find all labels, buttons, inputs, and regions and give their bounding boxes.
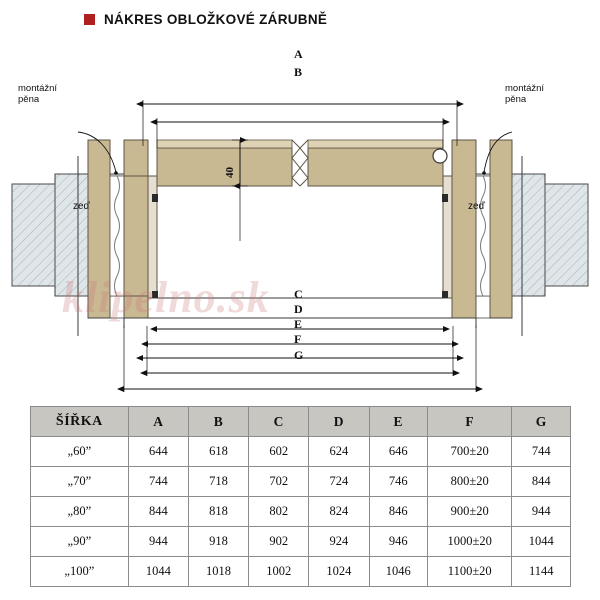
callout-right-foam-line2: pěna [505,93,527,105]
frame-right-assembly [308,140,512,318]
table-row [31,497,571,527]
table-row [31,467,571,497]
cell-F: 1000±20 [428,527,512,557]
cell-D: 624 [309,437,369,467]
callout-left-foam [18,84,57,106]
table-header-F: F [428,407,512,437]
dimension-label-A: A [294,47,303,61]
cell-C: 1002 [249,557,309,587]
bullet-square-icon [84,14,95,25]
dimension-label-D: D [294,302,303,316]
table-header-B: B [188,407,248,437]
dimension-A [143,100,457,146]
table-header-C: C [249,407,309,437]
cell-D: 1024 [309,557,369,587]
cell-C: 802 [249,497,309,527]
dimension-label-G: G [294,348,304,362]
cell-G: 844 [512,467,571,497]
cell-sirka: „60” [31,437,129,467]
dimensions-table-wrapper [30,406,571,587]
dimension-label-C: C [294,287,303,301]
cell-F: 800±20 [428,467,512,497]
cell-B: 618 [188,437,248,467]
table-header-A: A [128,407,188,437]
door-frame-diagram [0,36,600,396]
table-body [31,437,571,587]
cell-F: 700±20 [428,437,512,467]
cell-B: 818 [188,497,248,527]
cell-E: 646 [369,437,427,467]
table-row [31,527,571,557]
table-header-row [31,407,571,437]
page-title-text: NÁKRES OBLOŽKOVÉ ZÁRUBNĚ [104,12,328,27]
cell-F: 1100±20 [428,557,512,587]
cell-A: 1044 [128,557,188,587]
cell-G: 944 [512,497,571,527]
table-row [31,557,571,587]
cell-E: 1046 [369,557,427,587]
dimensions-table [30,406,571,587]
cell-A: 944 [128,527,188,557]
dimension-label-40: 40 [224,167,236,178]
table-header-D: D [309,407,369,437]
cell-B: 718 [188,467,248,497]
cell-D: 824 [309,497,369,527]
cell-A: 744 [128,467,188,497]
break-line [292,140,308,186]
table-header-G: G [512,407,571,437]
frame-left-assembly [88,140,292,318]
dimension-label-B: B [294,65,303,79]
cell-B: 1018 [188,557,248,587]
cell-B: 918 [188,527,248,557]
cell-sirka: „70” [31,467,129,497]
cell-E: 846 [369,497,427,527]
table-head [31,407,571,437]
cell-G: 744 [512,437,571,467]
cell-E: 946 [369,527,427,557]
cell-G: 1144 [512,557,571,587]
dimension-label-E: E [294,317,303,331]
callout-right-foam-line1: montážní [505,83,545,94]
table-row [31,437,571,467]
cell-D: 924 [309,527,369,557]
cell-G: 1044 [512,527,571,557]
cell-D: 724 [309,467,369,497]
callout-left-foam-line2: pěna [18,93,40,105]
dimension-label-F: F [294,332,302,346]
wall-label-left: zeď [73,201,90,212]
cell-A: 844 [128,497,188,527]
cell-C: 702 [249,467,309,497]
cell-A: 644 [128,437,188,467]
cell-C: 602 [249,437,309,467]
callout-right-foam [505,84,544,106]
cell-F: 900±20 [428,497,512,527]
callout-left-foam-line1: montážní [18,83,58,94]
wall-label-right: zeď [468,201,485,212]
cell-C: 902 [249,527,309,557]
cell-sirka: „100” [31,557,129,587]
table-header-sirka: ŠÍŘKA [31,407,129,437]
table-header-E: E [369,407,427,437]
watermark: klipelno.sk [62,273,270,322]
page-title [84,12,327,27]
cell-E: 746 [369,467,427,497]
cell-sirka: „80” [31,497,129,527]
cell-sirka: „90” [31,527,129,557]
